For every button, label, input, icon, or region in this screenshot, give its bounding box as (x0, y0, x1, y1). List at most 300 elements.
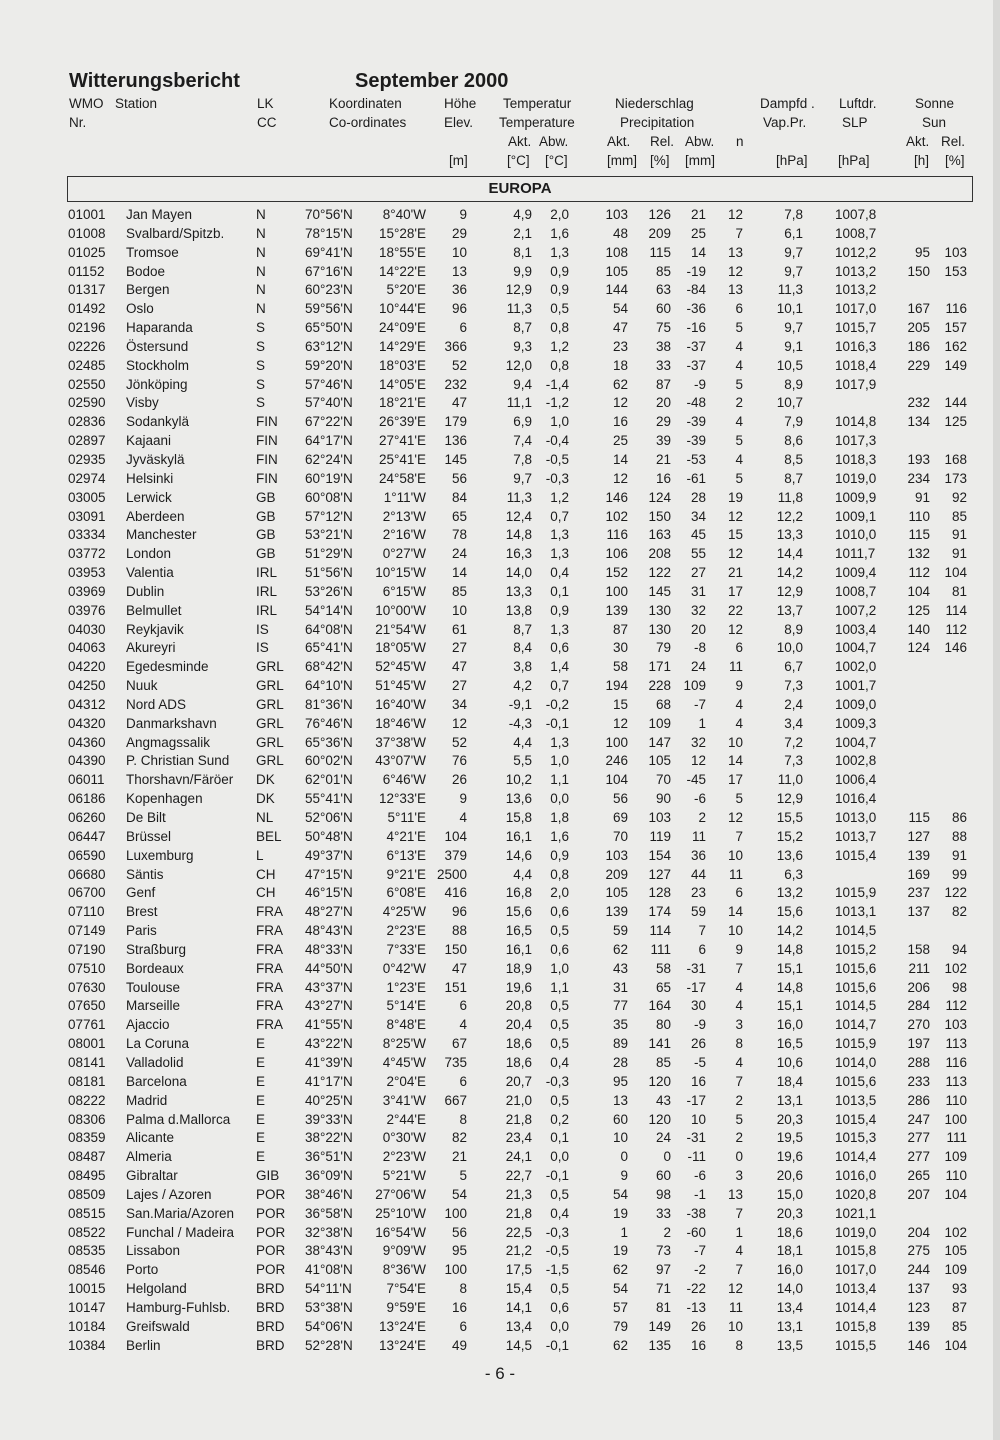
cell-country-code: S (256, 376, 266, 392)
cell-prec-days: 4 (735, 715, 743, 731)
cell-temp-abw: -0,5 (545, 1243, 569, 1259)
cell-prec-rel: 120 (648, 1111, 671, 1127)
cell-latitude: 68°42'N (305, 659, 353, 675)
cell-prec-abw: -39 (686, 433, 706, 449)
cell-sea-level-pressure: 1011,7 (835, 546, 876, 562)
cell-wmo-nr: 10384 (68, 1337, 106, 1353)
table-row (0, 262, 1000, 281)
cell-longitude: 8°36'W (382, 1262, 426, 1278)
cell-longitude: 1°23'E (386, 979, 426, 995)
cell-temp-akt: 15,8 (505, 810, 532, 825)
cell-station-name: Luxemburg (126, 847, 194, 863)
cell-prec-rel: 68 (655, 696, 671, 712)
cell-station-name: Oslo (126, 301, 154, 317)
report-title: Witterungsbericht (69, 70, 240, 92)
cell-prec-abw: -37 (686, 338, 706, 354)
cell-temp-akt: 17,5 (505, 1262, 532, 1278)
cell-sun-hours: 232 (907, 395, 930, 411)
cell-prec-akt: 106 (605, 546, 628, 562)
cell-prec-akt: 19 (612, 1205, 628, 1221)
cell-prec-akt: 62 (612, 1337, 628, 1353)
cell-elevation: 95 (451, 1243, 467, 1259)
cell-longitude: 18°05'W (375, 640, 426, 656)
cell-temp-abw: 1,0 (550, 414, 569, 430)
cell-prec-days: 8 (735, 1337, 743, 1353)
cell-sea-level-pressure: 1001,7 (835, 678, 877, 694)
cell-sun-rel: 149 (944, 357, 967, 373)
unit-vap: [hPa] (776, 153, 808, 168)
cell-latitude: 64°08'N (305, 621, 353, 637)
cell-prec-abw: -1 (693, 1186, 706, 1202)
cell-prec-akt: 62 (612, 376, 628, 392)
cell-wmo-nr: 06260 (68, 810, 106, 825)
cell-sea-level-pressure: 1015,3 (835, 1130, 877, 1146)
unit-prec-akt: [mm] (607, 153, 637, 168)
cell-prec-rel: 119 (649, 828, 671, 844)
cell-latitude: 36°51'N (305, 1149, 353, 1165)
cell-country-code: FRA (256, 979, 283, 995)
cell-elevation: 61 (451, 621, 467, 637)
cell-elevation: 56 (451, 1224, 467, 1240)
cell-prec-abw: 24 (690, 659, 706, 675)
cell-prec-akt: 1 (620, 1224, 628, 1240)
cell-wmo-nr: 02485 (68, 357, 106, 373)
cell-prec-akt: 57 (612, 1299, 628, 1315)
cell-wmo-nr: 06680 (68, 866, 106, 882)
cell-prec-rel: 103 (648, 810, 671, 825)
cell-temp-akt: 2,1 (513, 225, 532, 241)
cell-wmo-nr: 02226 (68, 338, 106, 354)
cell-sea-level-pressure: 1015,6 (835, 979, 877, 995)
cell-prec-rel: 114 (649, 923, 671, 939)
cell-longitude: 2°16'W (382, 527, 426, 543)
table-row (0, 751, 1000, 770)
cell-temp-akt: 22,7 (505, 1168, 532, 1184)
cell-prec-akt: 28 (612, 1054, 628, 1070)
cell-sun-rel: 122 (944, 885, 967, 901)
cell-latitude: 64°10'N (305, 678, 353, 694)
cell-station-name: Bodoe (126, 263, 166, 279)
cell-prec-rel: 111 (650, 941, 671, 957)
cell-longitude: 6°15'W (382, 583, 426, 599)
cell-temp-akt: 14,1 (505, 1299, 532, 1315)
hdr-temperatur: Temperatur (503, 96, 572, 111)
cell-elevation: 10 (451, 244, 467, 260)
cell-station-name: Barcelona (126, 1073, 187, 1089)
cell-prec-akt: 152 (605, 565, 628, 581)
cell-temp-akt: 8,7 (513, 320, 532, 336)
cell-country-code: GB (256, 527, 276, 543)
cell-wmo-nr: 10147 (68, 1299, 106, 1315)
cell-wmo-nr: 07630 (68, 979, 106, 995)
cell-temp-akt: 6,9 (513, 414, 532, 430)
cell-sea-level-pressure: 1015,5 (835, 1337, 877, 1353)
hdr-coordinates: Co-ordinates (329, 115, 407, 130)
cell-prec-days: 7 (735, 1205, 743, 1221)
table-row (0, 337, 1000, 356)
cell-prec-rel: 80 (655, 1017, 671, 1033)
cell-prec-akt: 19 (612, 1243, 628, 1259)
cell-prec-abw: -11 (687, 1149, 706, 1165)
cell-prec-abw: 44 (690, 866, 706, 882)
cell-wmo-nr: 07650 (68, 998, 106, 1014)
cell-sun-rel: 91 (951, 847, 967, 863)
cell-prec-abw: -2 (693, 1262, 706, 1278)
cell-prec-akt: 23 (612, 338, 628, 354)
cell-sea-level-pressure: 1016,3 (835, 338, 877, 354)
cell-latitude: 53°21'N (305, 527, 353, 543)
cell-prec-abw: -53 (686, 451, 706, 467)
cell-sea-level-pressure: 1013,5 (835, 1092, 877, 1108)
cell-temp-abw: 0,0 (550, 1318, 569, 1334)
cell-temp-akt: 21,0 (505, 1092, 532, 1108)
cell-temp-abw: 0,8 (550, 866, 569, 882)
cell-station-name: Egedesminde (126, 659, 209, 675)
cell-longitude: 6°46'W (382, 772, 426, 788)
cell-prec-abw: -22 (686, 1281, 706, 1297)
cell-sun-hours: 284 (907, 998, 930, 1014)
cell-longitude: 9°21'E (386, 866, 426, 882)
cell-wmo-nr: 04250 (68, 678, 106, 694)
cell-sun-rel: 168 (944, 451, 967, 467)
cell-longitude: 4°21'E (386, 828, 426, 844)
cell-prec-rel: 58 (655, 960, 671, 976)
cell-longitude: 51°45'W (375, 678, 426, 694)
cell-station-name: Almeria (126, 1149, 172, 1165)
cell-station-name: Kopenhagen (126, 791, 203, 807)
cell-sea-level-pressure: 1004,7 (835, 734, 877, 750)
cell-temp-abw: 1,8 (550, 810, 569, 825)
cell-station-name: Lissabon (126, 1243, 181, 1259)
cell-vap-pressure: 12,9 (776, 583, 803, 599)
cell-country-code: N (256, 282, 266, 298)
cell-wmo-nr: 08359 (68, 1130, 106, 1146)
cell-country-code: GRL (256, 678, 284, 694)
cell-temp-abw: -1,2 (545, 395, 569, 411)
cell-prec-days: 17 (727, 583, 743, 599)
cell-vap-pressure: 13,4 (776, 1299, 803, 1315)
cell-elevation: 88 (451, 923, 467, 939)
cell-country-code: GRL (256, 659, 284, 675)
cell-prec-days: 15 (727, 527, 743, 543)
cell-longitude: 52°45'W (375, 659, 426, 675)
cell-temp-akt: 13,8 (505, 602, 532, 618)
cell-wmo-nr: 02935 (68, 451, 106, 467)
hdr-prec-n: n (736, 134, 744, 149)
cell-prec-abw: 31 (690, 583, 706, 599)
cell-sun-rel: 116 (945, 301, 967, 317)
cell-latitude: 41°17'N (305, 1073, 353, 1089)
cell-country-code: L (256, 847, 264, 863)
cell-wmo-nr: 01025 (68, 244, 106, 260)
cell-sun-rel: 110 (945, 1092, 967, 1108)
cell-vap-pressure: 15,5 (776, 810, 803, 825)
cell-temp-akt: 20,7 (505, 1073, 532, 1089)
cell-station-name: Säntis (126, 866, 164, 882)
cell-elevation: 82 (451, 1130, 467, 1146)
cell-prec-days: 4 (735, 979, 743, 995)
cell-elevation: 84 (451, 489, 467, 505)
cell-temp-abw: 0,5 (550, 301, 569, 317)
cell-prec-akt: 13 (612, 1092, 628, 1108)
cell-longitude: 3°41'W (382, 1092, 426, 1108)
cell-elevation: 416 (444, 885, 467, 901)
cell-sun-rel: 85 (951, 1318, 967, 1334)
cell-station-name: Lajes / Azoren (126, 1186, 212, 1202)
cell-sun-rel: 103 (944, 1017, 967, 1033)
cell-prec-rel: 141 (648, 1036, 671, 1052)
cell-latitude: 62°01'N (305, 772, 353, 788)
cell-country-code: FRA (256, 941, 283, 957)
cell-wmo-nr: 08509 (68, 1186, 106, 1202)
table-row (0, 1128, 1000, 1147)
cell-prec-rel: 135 (648, 1337, 671, 1353)
cell-country-code: FRA (256, 1017, 283, 1033)
cell-longitude: 24°09'E (378, 320, 426, 336)
cell-longitude: 25°10'W (375, 1205, 426, 1221)
cell-country-code: E (256, 1092, 266, 1108)
table-row (0, 563, 1000, 582)
table-row (0, 412, 1000, 431)
cell-prec-abw: 11 (691, 828, 706, 844)
table-row (0, 601, 1000, 620)
cell-vap-pressure: 11,3 (777, 282, 803, 298)
cell-sun-rel: 91 (951, 546, 967, 562)
cell-sun-rel: 110 (945, 1168, 967, 1184)
cell-temp-akt: 18,6 (505, 1036, 532, 1052)
hdr-slp: SLP (842, 115, 868, 130)
cell-elevation: 76 (451, 753, 467, 769)
cell-wmo-nr: 01317 (68, 282, 106, 298)
cell-temp-abw: 2,0 (550, 885, 569, 901)
cell-sea-level-pressure: 1007,8 (835, 207, 877, 222)
hdr-sun-rel: Rel. (941, 134, 966, 149)
cell-longitude: 16°54'W (375, 1224, 426, 1240)
cell-country-code: S (256, 395, 266, 411)
cell-sun-hours: 150 (907, 263, 930, 279)
cell-prec-rel: 208 (648, 546, 671, 562)
cell-temp-akt: 3,8 (513, 659, 532, 675)
cell-prec-rel: 21 (655, 451, 671, 467)
cell-prec-rel: 33 (655, 357, 671, 373)
cell-prec-abw: -16 (686, 320, 706, 336)
cell-temp-abw: -0,1 (545, 1168, 569, 1184)
cell-prec-rel: 29 (655, 414, 671, 430)
cell-country-code: E (256, 1149, 266, 1165)
cell-temp-akt: 21,8 (505, 1111, 532, 1127)
cell-prec-days: 4 (735, 998, 743, 1014)
cell-wmo-nr: 03772 (68, 546, 106, 562)
cell-prec-akt: 79 (612, 1318, 628, 1334)
cell-vap-pressure: 18,6 (776, 1224, 803, 1240)
cell-station-name: Dublin (126, 583, 165, 599)
cell-prec-abw: -17 (686, 979, 706, 995)
unit-sun-rel: [%] (945, 153, 965, 168)
cell-elevation: 366 (444, 338, 467, 354)
cell-prec-days: 11 (728, 1299, 743, 1315)
cell-sun-hours: 110 (908, 508, 930, 524)
cell-vap-pressure: 8,9 (784, 376, 803, 392)
table-row (0, 1147, 1000, 1166)
cell-longitude: 24°58'E (378, 470, 426, 486)
cell-station-name: Haparanda (126, 320, 193, 336)
cell-latitude: 70°56'N (305, 207, 353, 222)
cell-longitude: 25°41'E (378, 451, 426, 467)
cell-latitude: 65°41'N (305, 640, 353, 656)
cell-sea-level-pressure: 1014,5 (835, 923, 877, 939)
cell-temp-akt: 15,6 (505, 904, 532, 920)
table-row (0, 695, 1000, 714)
cell-prec-abw: -8 (693, 640, 706, 656)
cell-country-code: FIN (256, 470, 278, 486)
cell-wmo-nr: 02196 (68, 320, 106, 336)
cell-sun-rel: 173 (944, 470, 967, 486)
cell-sun-hours: 137 (907, 1281, 930, 1297)
cell-country-code: NL (256, 810, 274, 825)
cell-temp-abw: 1,2 (550, 338, 569, 354)
table-row (0, 940, 1000, 959)
cell-prec-akt: 103 (605, 847, 628, 863)
cell-sea-level-pressure: 1014,4 (835, 1149, 877, 1165)
table-row (0, 1091, 1000, 1110)
unit-prec-abw: [mm] (685, 153, 715, 168)
cell-vap-pressure: 10,7 (776, 395, 803, 411)
cell-prec-abw: 21 (690, 207, 706, 222)
cell-vap-pressure: 10,1 (776, 301, 803, 317)
cell-prec-rel: 97 (655, 1262, 671, 1278)
cell-prec-days: 19 (727, 489, 743, 505)
cell-wmo-nr: 07510 (68, 960, 106, 976)
cell-longitude: 16°40'W (375, 696, 426, 712)
cell-temp-akt: 19,6 (505, 979, 532, 995)
cell-prec-days: 10 (727, 923, 743, 939)
cell-temp-abw: 0,4 (550, 565, 569, 581)
cell-prec-days: 7 (735, 960, 743, 976)
cell-country-code: IS (256, 640, 269, 656)
cell-sun-hours: 139 (907, 847, 930, 863)
cell-sea-level-pressure: 1015,6 (835, 1073, 877, 1089)
cell-sun-rel: 105 (944, 1243, 967, 1259)
cell-prec-abw: -19 (686, 263, 706, 279)
cell-prec-akt: 89 (612, 1036, 628, 1052)
cell-sun-rel: 157 (944, 320, 967, 336)
cell-latitude: 59°20'N (305, 357, 353, 373)
table-row (0, 431, 1000, 450)
cell-station-name: Porto (126, 1262, 159, 1278)
cell-vap-pressure: 11,0 (777, 772, 803, 788)
cell-elevation: 65 (451, 508, 467, 524)
cell-vap-pressure: 13,6 (776, 847, 803, 863)
cell-longitude: 9°59'E (386, 1299, 426, 1315)
hdr-station: Station (115, 96, 158, 111)
cell-sea-level-pressure: 1002,0 (835, 659, 877, 675)
cell-vap-pressure: 13,7 (776, 602, 803, 618)
cell-sea-level-pressure: 1014,7 (835, 1017, 877, 1033)
cell-temp-abw: 1,2 (550, 489, 569, 505)
cell-prec-rel: 70 (655, 772, 671, 788)
cell-temp-abw: 0,5 (550, 1017, 569, 1033)
table-row (0, 620, 1000, 639)
cell-temp-akt: 20,4 (505, 1017, 532, 1033)
table-row (0, 1204, 1000, 1223)
cell-sea-level-pressure: 1015,9 (835, 885, 877, 901)
table-row (0, 469, 1000, 488)
cell-latitude: 65°50'N (305, 320, 353, 336)
cell-vap-pressure: 9,7 (784, 244, 803, 260)
cell-wmo-nr: 03976 (68, 602, 106, 618)
cell-temp-abw: 0,5 (550, 1281, 569, 1297)
cell-station-name: Ajaccio (126, 1017, 170, 1033)
cell-temp-abw: 0,6 (550, 941, 569, 957)
cell-latitude: 64°17'N (305, 433, 353, 449)
cell-latitude: 41°08'N (305, 1262, 353, 1278)
cell-sun-hours: 193 (907, 451, 930, 467)
cell-latitude: 41°39'N (305, 1054, 353, 1070)
cell-temp-abw: 0,8 (550, 357, 569, 373)
cell-sun-rel: 81 (951, 583, 967, 599)
cell-sea-level-pressure: 1015,4 (835, 847, 877, 863)
cell-sun-rel: 104 (944, 1337, 967, 1353)
cell-latitude: 51°29'N (305, 546, 353, 562)
cell-station-name: Lerwick (126, 489, 172, 505)
cell-prec-rel: 130 (648, 602, 671, 618)
cell-wmo-nr: 02836 (68, 414, 106, 430)
cell-wmo-nr: 06011 (68, 772, 105, 788)
table-row (0, 1034, 1000, 1053)
cell-sea-level-pressure: 1018,4 (835, 357, 877, 373)
cell-temp-abw: -0,3 (545, 470, 569, 486)
unit-slp: [hPa] (838, 153, 870, 168)
cell-prec-rel: 85 (655, 1054, 671, 1070)
cell-sea-level-pressure: 1017,0 (835, 301, 877, 317)
cell-prec-days: 5 (735, 791, 743, 807)
cell-temp-akt: 4,2 (513, 678, 532, 694)
cell-longitude: 18°46'W (375, 715, 426, 731)
cell-longitude: 2°23'W (382, 1149, 426, 1165)
cell-wmo-nr: 02897 (68, 433, 106, 449)
cell-prec-abw: 32 (690, 734, 706, 750)
cell-sea-level-pressure: 1013,4 (835, 1281, 877, 1297)
cell-prec-rel: 147 (648, 734, 671, 750)
cell-temp-akt: 14,6 (505, 847, 532, 863)
cell-wmo-nr: 07190 (68, 941, 106, 957)
cell-country-code: FIN (256, 451, 278, 467)
cell-vap-pressure: 18,1 (776, 1243, 803, 1259)
cell-sun-hours: 270 (907, 1017, 930, 1033)
cell-wmo-nr: 04320 (68, 715, 106, 731)
cell-sun-rel: 162 (944, 338, 967, 354)
cell-temp-abw: 2,0 (550, 207, 569, 222)
region-banner: EUROPA (67, 176, 973, 202)
cell-station-name: Sodankylä (126, 414, 190, 430)
cell-vap-pressure: 7,3 (784, 678, 803, 694)
hdr-hoehe: Höhe (444, 96, 477, 111)
cell-wmo-nr: 06186 (68, 791, 106, 807)
cell-prec-days: 4 (735, 338, 743, 354)
cell-vap-pressure: 10,5 (776, 357, 803, 373)
cell-temp-akt: 13,6 (505, 791, 532, 807)
cell-sun-hours: 275 (907, 1243, 930, 1259)
cell-longitude: 8°40'W (382, 207, 426, 222)
cell-temp-akt: 7,8 (513, 451, 532, 467)
cell-prec-rel: 71 (655, 1281, 671, 1297)
cell-prec-akt: 104 (605, 772, 628, 788)
cell-temp-abw: 1,1 (550, 979, 569, 995)
cell-elevation: 49 (451, 1337, 467, 1353)
cell-sea-level-pressure: 1014,8 (835, 414, 877, 430)
month-title: September 2000 (355, 70, 509, 92)
cell-sea-level-pressure: 1016,4 (835, 791, 877, 807)
